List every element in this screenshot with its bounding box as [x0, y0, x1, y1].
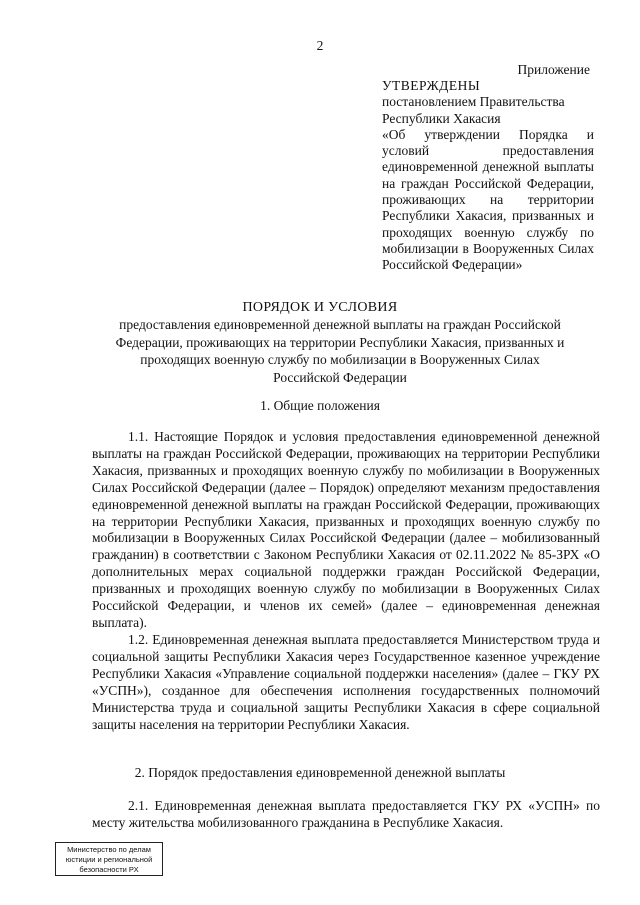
registration-stamp: [55, 842, 163, 876]
approval-line-2: Республики Хакасия: [382, 110, 501, 126]
document-subtitle: предоставления единовременной денежной выплаты на граждан Российской Федерации, проживающих на территории Республики Хакасия, призванных и проходящих военную службу по мобилизации в Вооруженных Силах Российской Федерации: [115, 317, 565, 385]
approval-resolution-text: «Об утверждении Порядка и условий предоставления единовременной денежной выплаты на граждан Российской Федерации, проживающих на территории Республики Хакасия, призванных и проходящих военную службу по мобилизации в Вооруженных Силах Российской Федерации»: [382, 126, 594, 273]
paragraph-1-1: 1.1. Настоящие Порядок и условия предоставления единовременной денежной выплаты на граждан Российской Федерации, проживающих на территории Республики Хакасия, призванных и проходящих военную службу по мобилизации в Вооруженных Силах Российской Федерации (далее – Порядок) определяют механизм предоставления единовременной денежной выплаты на граждан Российской Федерации, проживающих на территории Республики Хакасия, призванных и проходящих военную службу по мобилизации в Вооруженных Силах Российской Федерации (далее – мобилизованный гражданин) в соответствии с Законом Республики Хакасия от 02.11.2022 № 85-ЗРХ «О дополнительных мерах социальной поддержки граждан Российской Федерации, призванных и проходящих военную службу по мобилизации в Вооруженных Силах Российской Федерации, и членов их семей» (далее – единовременная денежная выплата).: [92, 429, 600, 630]
paragraph-1-2: 1.2. Единовременная денежная выплата предоставляется Министерством труда и социальной защиты Республики Хакасия через Государственное казенное учреждение Республики Хакасия «Управление социальной поддержки населения» (далее – ГКУ РХ «УСПН»), созданное для обеспечения исполнения государственных полномочий Министерства труда и социальной защиты Республики Хакасия в сфере социальной защиты населения на территории Республики Хакасия.: [92, 632, 600, 732]
section-2-heading: 2. Порядок предоставления единовременной денежной выплаты: [134, 765, 506, 780]
approval-block: [382, 78, 594, 274]
approval-title: УТВЕРЖДЕНЫ: [382, 78, 481, 93]
page-number: 2: [316, 38, 324, 53]
section-1-heading: 1. Общие положения: [260, 398, 380, 413]
document-title: ПОРЯДОК И УСЛОВИЯ: [242, 300, 398, 315]
stamp-line-3: безопасности РХ: [79, 865, 139, 874]
paragraph-2-1: 2.1. Единовременная денежная выплата предоставляется ГКУ РХ «УСПН» по месту жительства мобилизованного гражданина в Республике Хакасия.: [92, 798, 600, 830]
approval-line-1: постановлением Правительства: [382, 94, 565, 110]
stamp-line-1: Министерство по делам: [67, 845, 151, 854]
stamp-line-2: юстиции и региональной: [65, 855, 153, 864]
appendix-label: Приложение: [517, 62, 590, 77]
